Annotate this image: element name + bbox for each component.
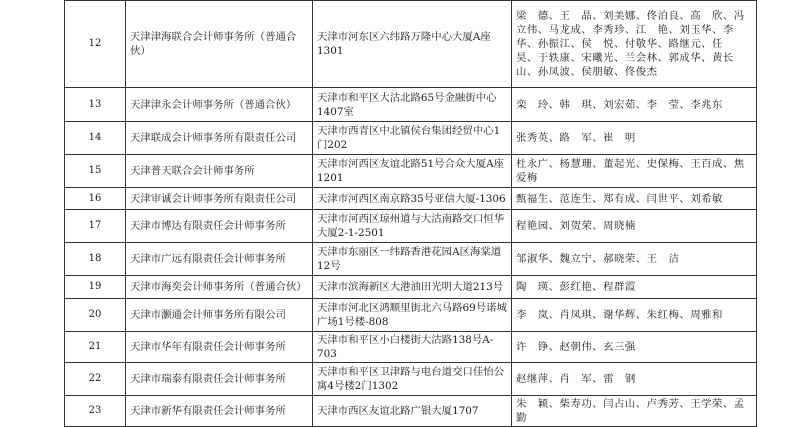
table-row [65,396,757,427]
table-row [65,188,757,210]
table-row [65,122,757,155]
document-page [64,0,756,427]
row-number: 13 [65,88,126,122]
row-number: 18 [65,243,126,276]
table-row [65,332,757,363]
firm-name: 天津市瑞泰有限责任会计师事务所 [126,363,313,396]
firm-name: 天津市华年有限责任会计师事务所 [126,332,313,363]
row-number: 19 [65,276,126,299]
firm-members: 赵继萍、肖 军、雷 钢 [512,363,757,396]
row-number: 16 [65,188,126,210]
table-row [65,210,757,243]
firm-name: 天津津永会计师事务所（普通合伙） [126,88,313,122]
firm-members: 李 岚、肖凤琪、谢华辉、朱红梅、周雅和 [512,299,757,332]
row-number: 15 [65,155,126,188]
table-row [65,299,757,332]
table-row [65,243,757,276]
firm-name: 天津津海联合会计师事务所（普通合伙） [126,1,313,88]
firm-address: 天津市河北区鸿顺里街北六马路69号诺城广场1号楼-808 [313,299,512,332]
firm-members: 朱 颖、柴寿功、闫占山、卢秀芳、王学荣、孟 勤 [512,396,757,427]
firm-address: 天津市和平区卫津路与电台道交口佳怡公寓4号楼2门1302 [313,363,512,396]
firm-members: 栾 玲、韩 琪、刘宏茹、李 莹、李兆东 [512,88,757,122]
firm-members: 邹淑华、魏立宁、郝晓荣、王 洁 [512,243,757,276]
firm-name: 天津市灏通会计师事务所有限公司 [126,299,313,332]
firm-name: 天津市海奕会计师事务所（普通合伙） [126,276,313,299]
table-row [65,1,757,88]
firm-address: 天津市河东区六纬路万隆中心大厦A座1301 [313,1,512,88]
firm-members: 许 铮、赵朝伟、玄三强 [512,332,757,363]
firm-members: 张秀英、路 军、崔 明 [512,122,757,155]
firm-address: 天津市河西区南京路35号亚信大厦-1306 [313,188,512,210]
firm-address: 天津市东丽区一纬路香港花园A区海棠道12号 [313,243,512,276]
table-row [65,155,757,188]
firm-name: 天津市广远有限责任会计师事务所 [126,243,313,276]
firm-name: 天津联成会计师事务所有限责任公司 [126,122,313,155]
firm-members: 梁 德、王 晶、刘美娜、佟泊良、高 欣、冯立伟、马龙成、李秀珍、江 艳、刘玉华、李 华、孙振江、侯 悦、付敬华、路继元、任 昊、于轶康、宋曦光、兰会林、郭成华、黄长山、孙凤波、侯朋敏、佟俊杰 [512,1,757,88]
row-number: 21 [65,332,126,363]
table-row [65,276,757,299]
firm-members: 程艳园、刘贺荣、周晓楠 [512,210,757,243]
firm-name: 天津市新华有限责任会计师事务所 [126,396,313,427]
firm-name: 天津市博达有限责任会计师事务所 [126,210,313,243]
firm-name: 天津普天联合会计师事务所 [126,155,313,188]
table-row [65,363,757,396]
firm-address: 天津市西青区中北镇侯台集团经贸中心1门202 [313,122,512,155]
firm-address: 天津市和平区小白楼街大沽路138号A-703 [313,332,512,363]
row-number: 14 [65,122,126,155]
row-number: 17 [65,210,126,243]
firm-name: 天津审诚会计师事务所有限责任公司 [126,188,313,210]
firm-members: 杜永广、杨慧珊、董起光、史保梅、王百成、焦爱梅 [512,155,757,188]
firm-address: 天津市河西区友谊北路51号合众大厦A座1201 [313,155,512,188]
firm-members: 甄福生、范连生、郑有成、闫世平、刘希敏 [512,188,757,210]
firm-address: 天津市河西区琼州道与大沽南路交口恒华大厦2-1-2501 [313,210,512,243]
row-number: 20 [65,299,126,332]
accounting-firms-table [64,0,757,427]
table-row [65,88,757,122]
row-number: 12 [65,1,126,88]
row-number: 23 [65,396,126,427]
firm-address: 天津市滨海新区大港油田光明大道213号 [313,276,512,299]
firm-members: 陶 瑛、彭红艳、程群霞 [512,276,757,299]
firm-address: 天津市和平区大沽北路65号金融街中心1407室 [313,88,512,122]
firm-address: 天津市西区友谊北路广银大厦1707 [313,396,512,427]
row-number: 22 [65,363,126,396]
